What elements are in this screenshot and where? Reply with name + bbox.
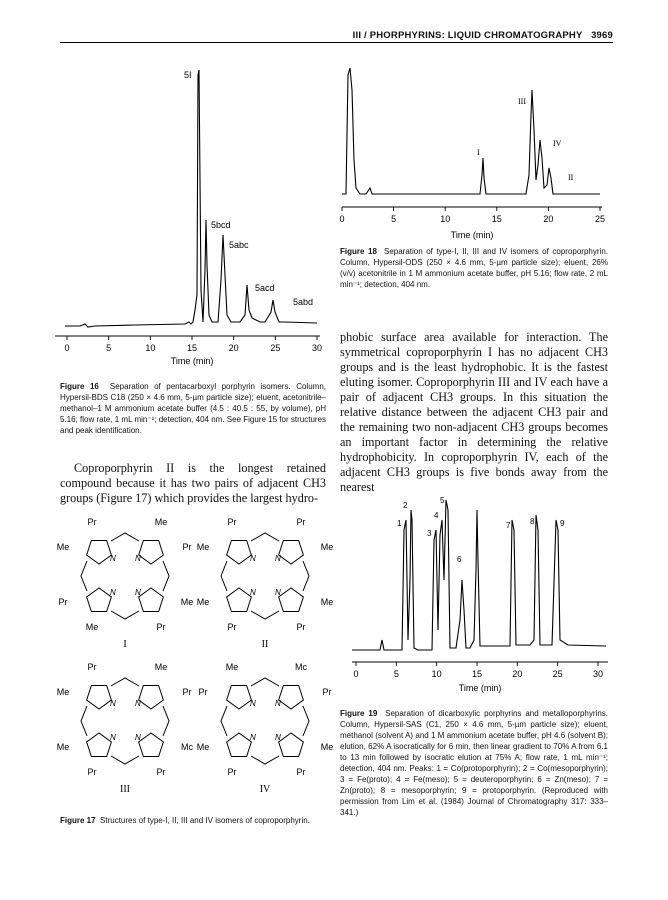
figure19-peak-label: 8 — [530, 517, 535, 526]
running-title: III / PHORPHYRINS: LIQUID CHROMATOGRAPHY 3969 — [352, 30, 613, 41]
porphyrin-structure — [197, 517, 334, 650]
figure18-tick-label: 25 — [594, 214, 606, 224]
figure16-chromatogram — [55, 60, 330, 380]
nitrogen-atom: N — [275, 588, 281, 597]
figure18-x-label: Time (min) — [450, 230, 494, 240]
figure19-tick-label: 25 — [552, 669, 563, 679]
header-rule — [60, 42, 613, 43]
substituent-label: Pr — [182, 687, 192, 697]
figure16-trace — [65, 70, 317, 327]
substituent-label: Pr — [87, 517, 97, 527]
figure17-structures — [55, 505, 340, 810]
meso-bridge — [81, 706, 87, 736]
pyrrole-ring — [139, 588, 164, 612]
pyrrole-ring — [227, 588, 252, 612]
figure18-tick-label: 10 — [440, 214, 451, 224]
pyrrole-ring — [87, 540, 112, 564]
meso-bridge — [111, 678, 139, 686]
figure16-tick-label: 20 — [228, 343, 239, 353]
substituent-label: Me — [196, 742, 210, 752]
meso-bridge — [163, 706, 169, 736]
figure19-tick-label: 5 — [393, 669, 399, 679]
figure19-tick-label: 10 — [431, 669, 442, 679]
nitrogen-atom: N — [135, 588, 141, 597]
meso-bridge — [303, 561, 309, 591]
pyrrole-ring — [279, 733, 304, 757]
nitrogen-atom: N — [250, 733, 256, 742]
figure16-tick-label: 10 — [145, 343, 156, 353]
figure19-peak-label: 1 — [397, 519, 402, 528]
meso-bridge — [111, 756, 139, 764]
figure18-tick-label: 20 — [543, 214, 554, 224]
figure19-peak-label: 2 — [403, 501, 408, 510]
pyrrole-ring — [227, 685, 252, 709]
figure19-peak-label: 5 — [440, 496, 445, 505]
pyrrole-ring — [87, 733, 112, 757]
substituent-label: Pr — [198, 687, 208, 697]
structure-label: II — [261, 639, 269, 650]
figure16-tick-label: 30 — [311, 343, 323, 353]
figure16-caption — [60, 381, 326, 436]
meso-bridge — [221, 706, 227, 736]
structure-label: IV — [259, 784, 271, 795]
nitrogen-atom: N — [135, 554, 141, 563]
figure16-tick-label: 0 — [64, 343, 70, 353]
page-number: 3969 — [591, 30, 613, 41]
figure16-peak-label: 5bcd — [211, 220, 231, 230]
substituent-label: Me — [196, 542, 210, 552]
substituent-label: Me — [154, 517, 168, 527]
nitrogen-atom: N — [275, 699, 281, 708]
substituent-label: Me — [320, 542, 334, 552]
substituent-label: Pr — [87, 662, 97, 672]
substituent-label: Pr — [182, 542, 192, 552]
figure16-caption-text: Separation of pentacarboxyl porphyrin isomers. Column, Hypersil-BDS C18 (250 × 4.6 mm, 5-µm particle size); eluent, acetonitrile–methanol–1 M ammonium acetate buffer (4.5 : 40.5 : 55, by volume), pH 5.16; flow rate, 1 mL min⁻¹; detection, 404 nm. See Figure 15 for structures and peak identification. — [60, 382, 326, 435]
figure19-tick-label: 15 — [471, 669, 483, 679]
figure16-x-label: Time (min) — [170, 356, 214, 366]
pyrrole-ring — [139, 540, 164, 564]
figure19-x-label: Time (min) — [458, 683, 502, 693]
figure19-tick-label: 20 — [512, 669, 523, 679]
structure-label: I — [123, 639, 127, 650]
substituent-label: Me — [56, 542, 70, 552]
substituent-label: Pr — [227, 622, 237, 632]
substituent-label: Pr — [296, 622, 306, 632]
figure16-caption-label: Figure 16 — [60, 382, 99, 391]
figure19-tick-label: 30 — [592, 669, 604, 679]
substituent-label: Pr — [156, 767, 166, 777]
nitrogen-atom: N — [275, 733, 281, 742]
pyrrole-ring — [279, 588, 304, 612]
figure19-peak-label: 7 — [506, 521, 511, 530]
figure19-peak-label: 9 — [560, 519, 565, 528]
meso-bridge — [221, 561, 227, 591]
structure-label: III — [120, 784, 130, 795]
meso-bridge — [251, 678, 279, 686]
figure18-caption — [340, 246, 608, 290]
figure16-tick-label: 25 — [270, 343, 281, 353]
porphyrin-structure — [57, 662, 194, 795]
figure18-peak-label: III — [518, 97, 526, 106]
figure19-peak-label: 6 — [457, 555, 462, 564]
figure18-peak-label: IV — [553, 139, 562, 148]
figure17-caption-label: Figure 17 — [60, 816, 96, 825]
meso-bridge — [251, 533, 279, 541]
figure19-peak-label: 3 — [427, 529, 432, 538]
nitrogen-atom: N — [250, 588, 256, 597]
page-header — [0, 0, 668, 41]
substituent-label: Me — [320, 742, 334, 752]
pyrrole-ring — [139, 733, 164, 757]
pyrrole-ring — [87, 588, 112, 612]
figure16-peak-label: 5acd — [255, 283, 275, 293]
porphyrin-structure — [197, 662, 334, 795]
meso-bridge — [81, 561, 87, 591]
nitrogen-atom: N — [110, 699, 116, 708]
figure18-peak-label: I — [477, 148, 480, 157]
nitrogen-atom: N — [250, 554, 256, 563]
figure19-peak-label: 4 — [434, 511, 439, 520]
nitrogen-atom: N — [250, 699, 256, 708]
figure18-caption-text: Separation of type-I, II, III and IV isomers of coproporphyrin. Column, Hypersil-ODS (250 × 4.6 mm, 5-µm particle size); eluent, 26% (v/v) acetonitrile in 1 M ammonium acetate buffer, pH 5.16; flow rate, 2 mL min⁻¹; detection, 404 nm. — [340, 247, 608, 289]
nitrogen-atom: N — [110, 588, 116, 597]
figure18-peak-label: II — [568, 173, 574, 182]
nitrogen-atom: N — [275, 554, 281, 563]
substituent-label: Pr — [322, 687, 332, 697]
figure16-tick-label: 5 — [106, 343, 112, 353]
figure18-caption-label: Figure 18 — [340, 247, 377, 256]
porphyrin-structure — [57, 517, 194, 650]
figure16-peak-label: 5I — [184, 70, 192, 80]
meso-bridge — [251, 611, 279, 619]
figure17-caption — [60, 815, 328, 826]
substituent-label: Mc — [295, 662, 307, 672]
substituent-label: Me — [180, 597, 194, 607]
figure19-caption — [340, 708, 608, 818]
figure16-peak-label: 5abd — [293, 297, 314, 307]
substituent-label: Me — [85, 622, 99, 632]
substituent-label: Me — [320, 597, 334, 607]
meso-bridge — [111, 611, 139, 619]
figure18-trace — [342, 68, 600, 194]
pyrrole-ring — [87, 685, 112, 709]
figure19-caption-text: Separation of dicarboxylic porphyrins and metalloporphyrins. Column, Hypersil-SAS (C1, 250 × 4.6 mm, 5-µm particle size); eluent, methanol (solvent A) and 1 M ammonium acetate buffer, pH 4.6 (solvent B); elution, 62% A isocratically for 6 min, then linear gradient to 70% A from 6.1 to 13 min followed by isocratic elution at 75% A; flow rate, 1 mL min⁻¹; detection, 404 nm. Peaks: 1 = Co(protoporphyrin); 2 = Co(mesoporphyrin); 3 = Fe(proto); 4 = Fe(meso); 5 = deuteroporphyrin; 6 = Zn(meso); 7 = Zn(proto); 8 = mesoporphyrin; 9 = protoporphyrin. (Reproduced with permission from Lim et al. (1984) Journal of Chromatography 317: 333–341.) — [340, 709, 608, 817]
figure19-tick-label: 0 — [353, 669, 359, 679]
pyrrole-ring — [279, 685, 304, 709]
figure18-tick-label: 5 — [391, 214, 397, 224]
substituent-label: Pr — [296, 767, 306, 777]
pyrrole-ring — [227, 733, 252, 757]
substituent-label: Pr — [227, 767, 237, 777]
figure18-chromatogram — [330, 60, 620, 245]
figure19-caption-label: Figure 19 — [340, 709, 378, 718]
substituent-label: Pr — [227, 517, 237, 527]
nitrogen-atom: N — [110, 554, 116, 563]
substituent-label: Pr — [156, 622, 166, 632]
pyrrole-ring — [279, 540, 304, 564]
substituent-label: Me — [154, 662, 168, 672]
substituent-label: Me — [56, 687, 70, 697]
left-paragraph: Coproporphyrin II is the longest retained compound because it has two pairs of adjacent CH3 groups (Figure 17) which provides the largest hydro- — [60, 461, 326, 505]
meso-bridge — [303, 706, 309, 736]
figure19-chromatogram — [340, 490, 620, 700]
substituent-label: Me — [196, 597, 210, 607]
substituent-label: Pr — [296, 517, 306, 527]
nitrogen-atom: N — [110, 733, 116, 742]
figure16-peak-label: 5abc — [229, 240, 249, 250]
figure18-tick-label: 0 — [339, 214, 345, 224]
figure18-tick-label: 15 — [491, 214, 502, 224]
substituent-label: Me — [225, 662, 239, 672]
pyrrole-ring — [139, 685, 164, 709]
meso-bridge — [163, 561, 169, 591]
figure19-trace — [352, 500, 606, 650]
figure17-caption-text: Structures of type-I, II, III and IV isomers of coproporphyrin. — [100, 816, 310, 825]
nitrogen-atom: N — [135, 733, 141, 742]
right-paragraph: phobic surface area available for interaction. The symmetrical coproporphyrin I has no adjacent CH3 groups and is the least hydrophobic. It is the fastest eluting isomer. Coproporphyrin III and IV each have a pair of adjacent CH3 groups. In this situation the relative distance between the adjacent CH3 pair and the remaining two non-adjacent CH3 groups becomes an important factor in determining the relative hydrophobicity. In coproporphyrin IV, each of the adjacent CH3 groups is five bonds away from the nearest — [340, 330, 608, 494]
substituent-label: Pr — [87, 767, 97, 777]
substituent-label: Me — [56, 742, 70, 752]
meso-bridge — [251, 756, 279, 764]
figure16-tick-label: 15 — [186, 343, 198, 353]
meso-bridge — [111, 533, 139, 541]
substituent-label: Mc — [181, 742, 193, 752]
nitrogen-atom: N — [135, 699, 141, 708]
pyrrole-ring — [227, 540, 252, 564]
substituent-label: Pr — [58, 597, 68, 607]
